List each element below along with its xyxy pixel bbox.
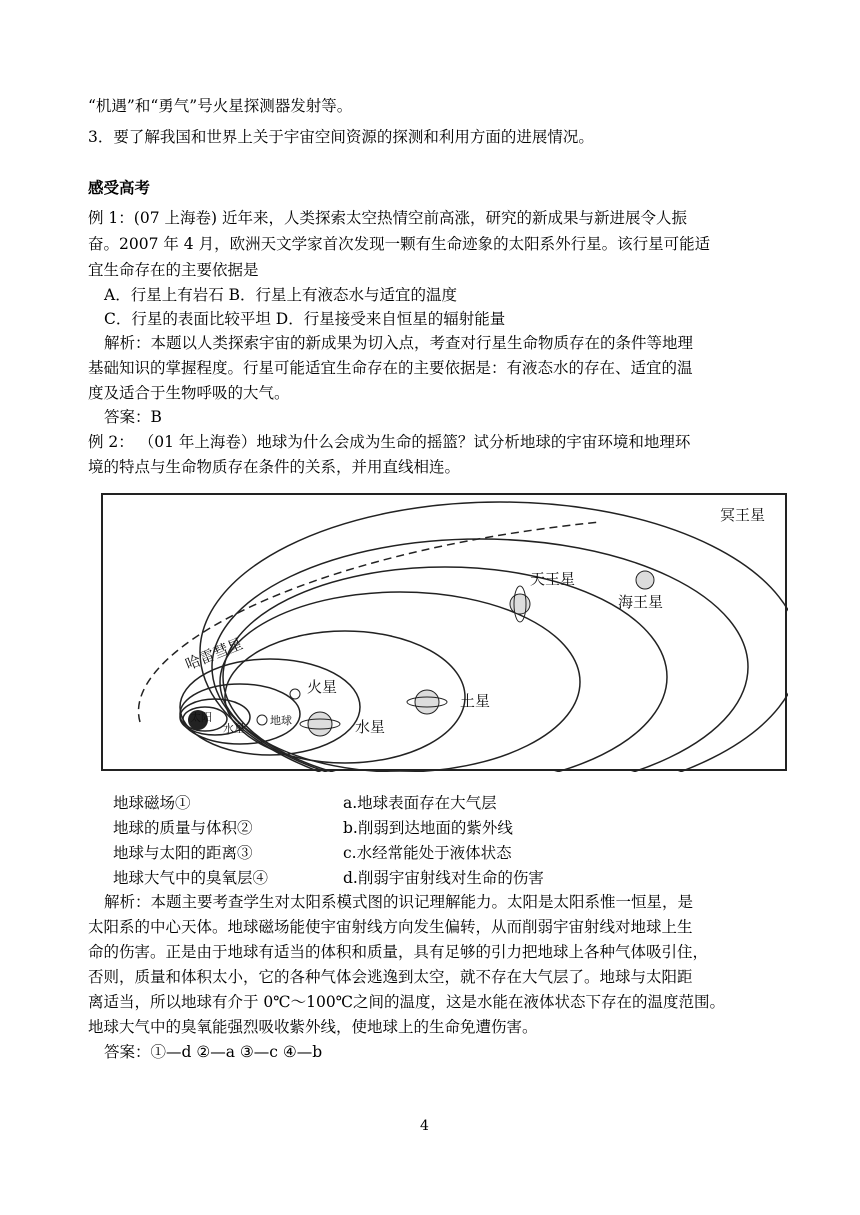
analysis-line: 否则，质量和体积太小，它的各种气体会逃逸到太空，就不存在大气层了。地球与太阳距	[88, 968, 693, 986]
analysis-line: 解析：本题以人类探索宇宙的新成果为切入点，考查对行星生命物质存在的条件等地理	[104, 334, 694, 352]
option-line: A．行星上有岩石 B．行星上有液态水与适宜的温度	[104, 286, 458, 304]
match-left-item: 地球的质量与体积②	[113, 819, 253, 837]
match-left-item: 地球磁场①	[113, 794, 191, 812]
analysis-line: 解析：本题主要考查学生对太阳系模式图的识记理解能力。太阳是太阳系惟一恒星，是	[104, 893, 694, 911]
jupiter-label: 水星	[355, 718, 386, 736]
answer-line: 答案：①—d ②—a ③—c ④—b	[104, 1043, 323, 1061]
text-line: 奋。2007 年 4 月，欧洲天文学家首次发现一颗有生命迹象的太阳系外行星。该行星可能适	[88, 235, 711, 253]
text-line: “机遇”和“勇气”号火星探测器发射等。	[88, 97, 353, 115]
sun-label: 太阳	[190, 711, 212, 724]
analysis-line: 命的伤害。正是由于地球有适当的体积和质量，具有足够的引力把地球上各种气体吸引住，	[88, 943, 709, 961]
pluto-label: 冥王星	[720, 506, 766, 524]
match-left-item: 地球与太阳的距离③	[113, 844, 253, 862]
match-right-item: d.削弱宇宙射线对生命的伤害	[343, 869, 544, 887]
analysis-line: 太阳系的中心天体。地球磁场能使宇宙射线方向发生偏转，从而削弱宇宙射线对地球上生	[88, 918, 693, 936]
section-heading: 感受高考	[88, 178, 151, 197]
mars-label: 火星	[307, 678, 338, 696]
option-line: C．行星的表面比较平坦 D．行星接受来自恒星的辐射能量	[104, 310, 506, 328]
solar-system-diagram	[100, 492, 788, 772]
saturn-label: 土星	[460, 692, 491, 710]
uranus-label: 天王星	[530, 570, 576, 588]
text-line: 例 1：(07 上海卷) 近年来，人类探索太空热情空前高涨，研究的新成果与新进展令人振	[88, 209, 687, 227]
match-right-item: c.水经常能处于液体状态	[343, 844, 512, 862]
match-left-item: 地球大气中的臭氧层④	[113, 869, 269, 887]
halley-comet-label: 哈雷彗星	[182, 634, 246, 674]
text-line: 境的特点与生命物质存在条件的关系，并用直线相连。	[88, 458, 461, 476]
text-line: 3．要了解我国和世界上关于宇宙空间资源的探测和利用方面的进展情况。	[88, 128, 594, 146]
page-number: 4	[420, 1118, 429, 1134]
match-right-item: b.削弱到达地面的紫外线	[343, 819, 513, 837]
answer-line: 答案：B	[104, 408, 162, 426]
analysis-line: 离适当，所以地球有介于 0℃～100℃之间的温度，这是水能在液体状态下存在的温度范围。	[88, 993, 726, 1011]
text-line: 例 2： （01 年上海卷）地球为什么会成为生命的摇篮？试分析地球的宇宙环境和地理环	[88, 433, 691, 451]
analysis-line: 基础知识的掌握程度。行星可能适宜生命存在的主要依据是：有液态水的存在、适宜的温	[88, 359, 693, 377]
analysis-line: 地球大气中的臭氧能强烈吸收紫外线，使地球上的生命免遭伤害。	[88, 1018, 538, 1036]
analysis-line: 度及适合于生物呼吸的大气。	[88, 384, 290, 402]
earth-label: 地球	[270, 714, 292, 727]
mercury-label: 水星	[223, 722, 245, 735]
match-right-item: a.地球表面存在大气层	[343, 794, 497, 812]
text-line: 宜生命存在的主要依据是	[88, 261, 259, 279]
neptune-label: 海王星	[618, 593, 664, 611]
